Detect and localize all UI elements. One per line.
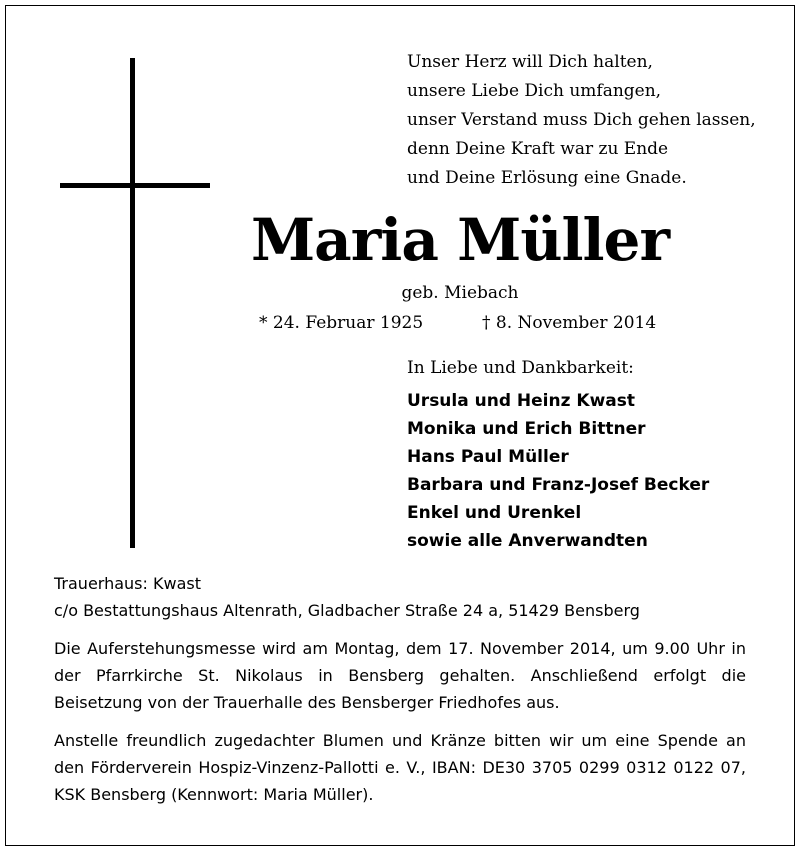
mourner: Hans Paul Müller [407, 447, 569, 467]
mourning-house-line: Trauerhaus: Kwast [54, 574, 201, 593]
birth-date: * 24. Februar 1925 [259, 313, 424, 333]
mass-paragraph: Die Auferstehungsmesse wird am Montag, dem 17. November 2014, um 9.00 Uhr in der Pfarrkirche St. Nikolaus in Bensberg gehalten. Anschließend erfolgt die Beisetzung von der Trauerhalle des Bensberger Friedhofes aus. [54, 639, 746, 712]
poem [407, 48, 756, 193]
deceased-name: Maria Müller [250, 206, 670, 274]
poem-line: Unser Herz will Dich halten, [407, 52, 653, 72]
mourner: sowie alle Anverwandten [407, 531, 648, 551]
cross-icon-vertical [130, 58, 135, 548]
mourner: Monika und Erich Bittner [407, 419, 646, 439]
mourning-house [54, 570, 640, 624]
thanks-line: In Liebe und Dankbarkeit: [407, 358, 634, 378]
mourners-list [407, 387, 709, 555]
mourner: Barbara und Franz-Josef Becker [407, 475, 710, 495]
maiden-name: geb. Miebach [401, 283, 519, 303]
death-date: † 8. November 2014 [482, 313, 657, 333]
poem-line: und Deine Erlösung eine Gnade. [407, 168, 687, 188]
mourner: Enkel und Urenkel [407, 503, 582, 523]
poem-line: denn Deine Kraft war zu Ende [407, 139, 669, 159]
poem-line: unser Verstand muss Dich gehen lassen, [407, 110, 756, 130]
cross-icon-horizontal [60, 183, 210, 188]
poem-line: unsere Liebe Dich umfangen, [407, 81, 662, 101]
mourning-house-address: c/o Bestattungshaus Altenrath, Gladbacher Straße 24 a, 51429 Bensberg [54, 601, 640, 620]
donation-paragraph: Anstelle freundlich zugedachter Blumen und Kränze bitten wir um eine Spende an den Förderverein Hospiz-Vinzenz-Pallotti e. V., IBAN: DE30 3705 0299 0312 0122 07, KSK Bensberg (Kennwort: Maria Müller). [54, 731, 746, 804]
mourner: Ursula und Heinz Kwast [407, 391, 636, 411]
